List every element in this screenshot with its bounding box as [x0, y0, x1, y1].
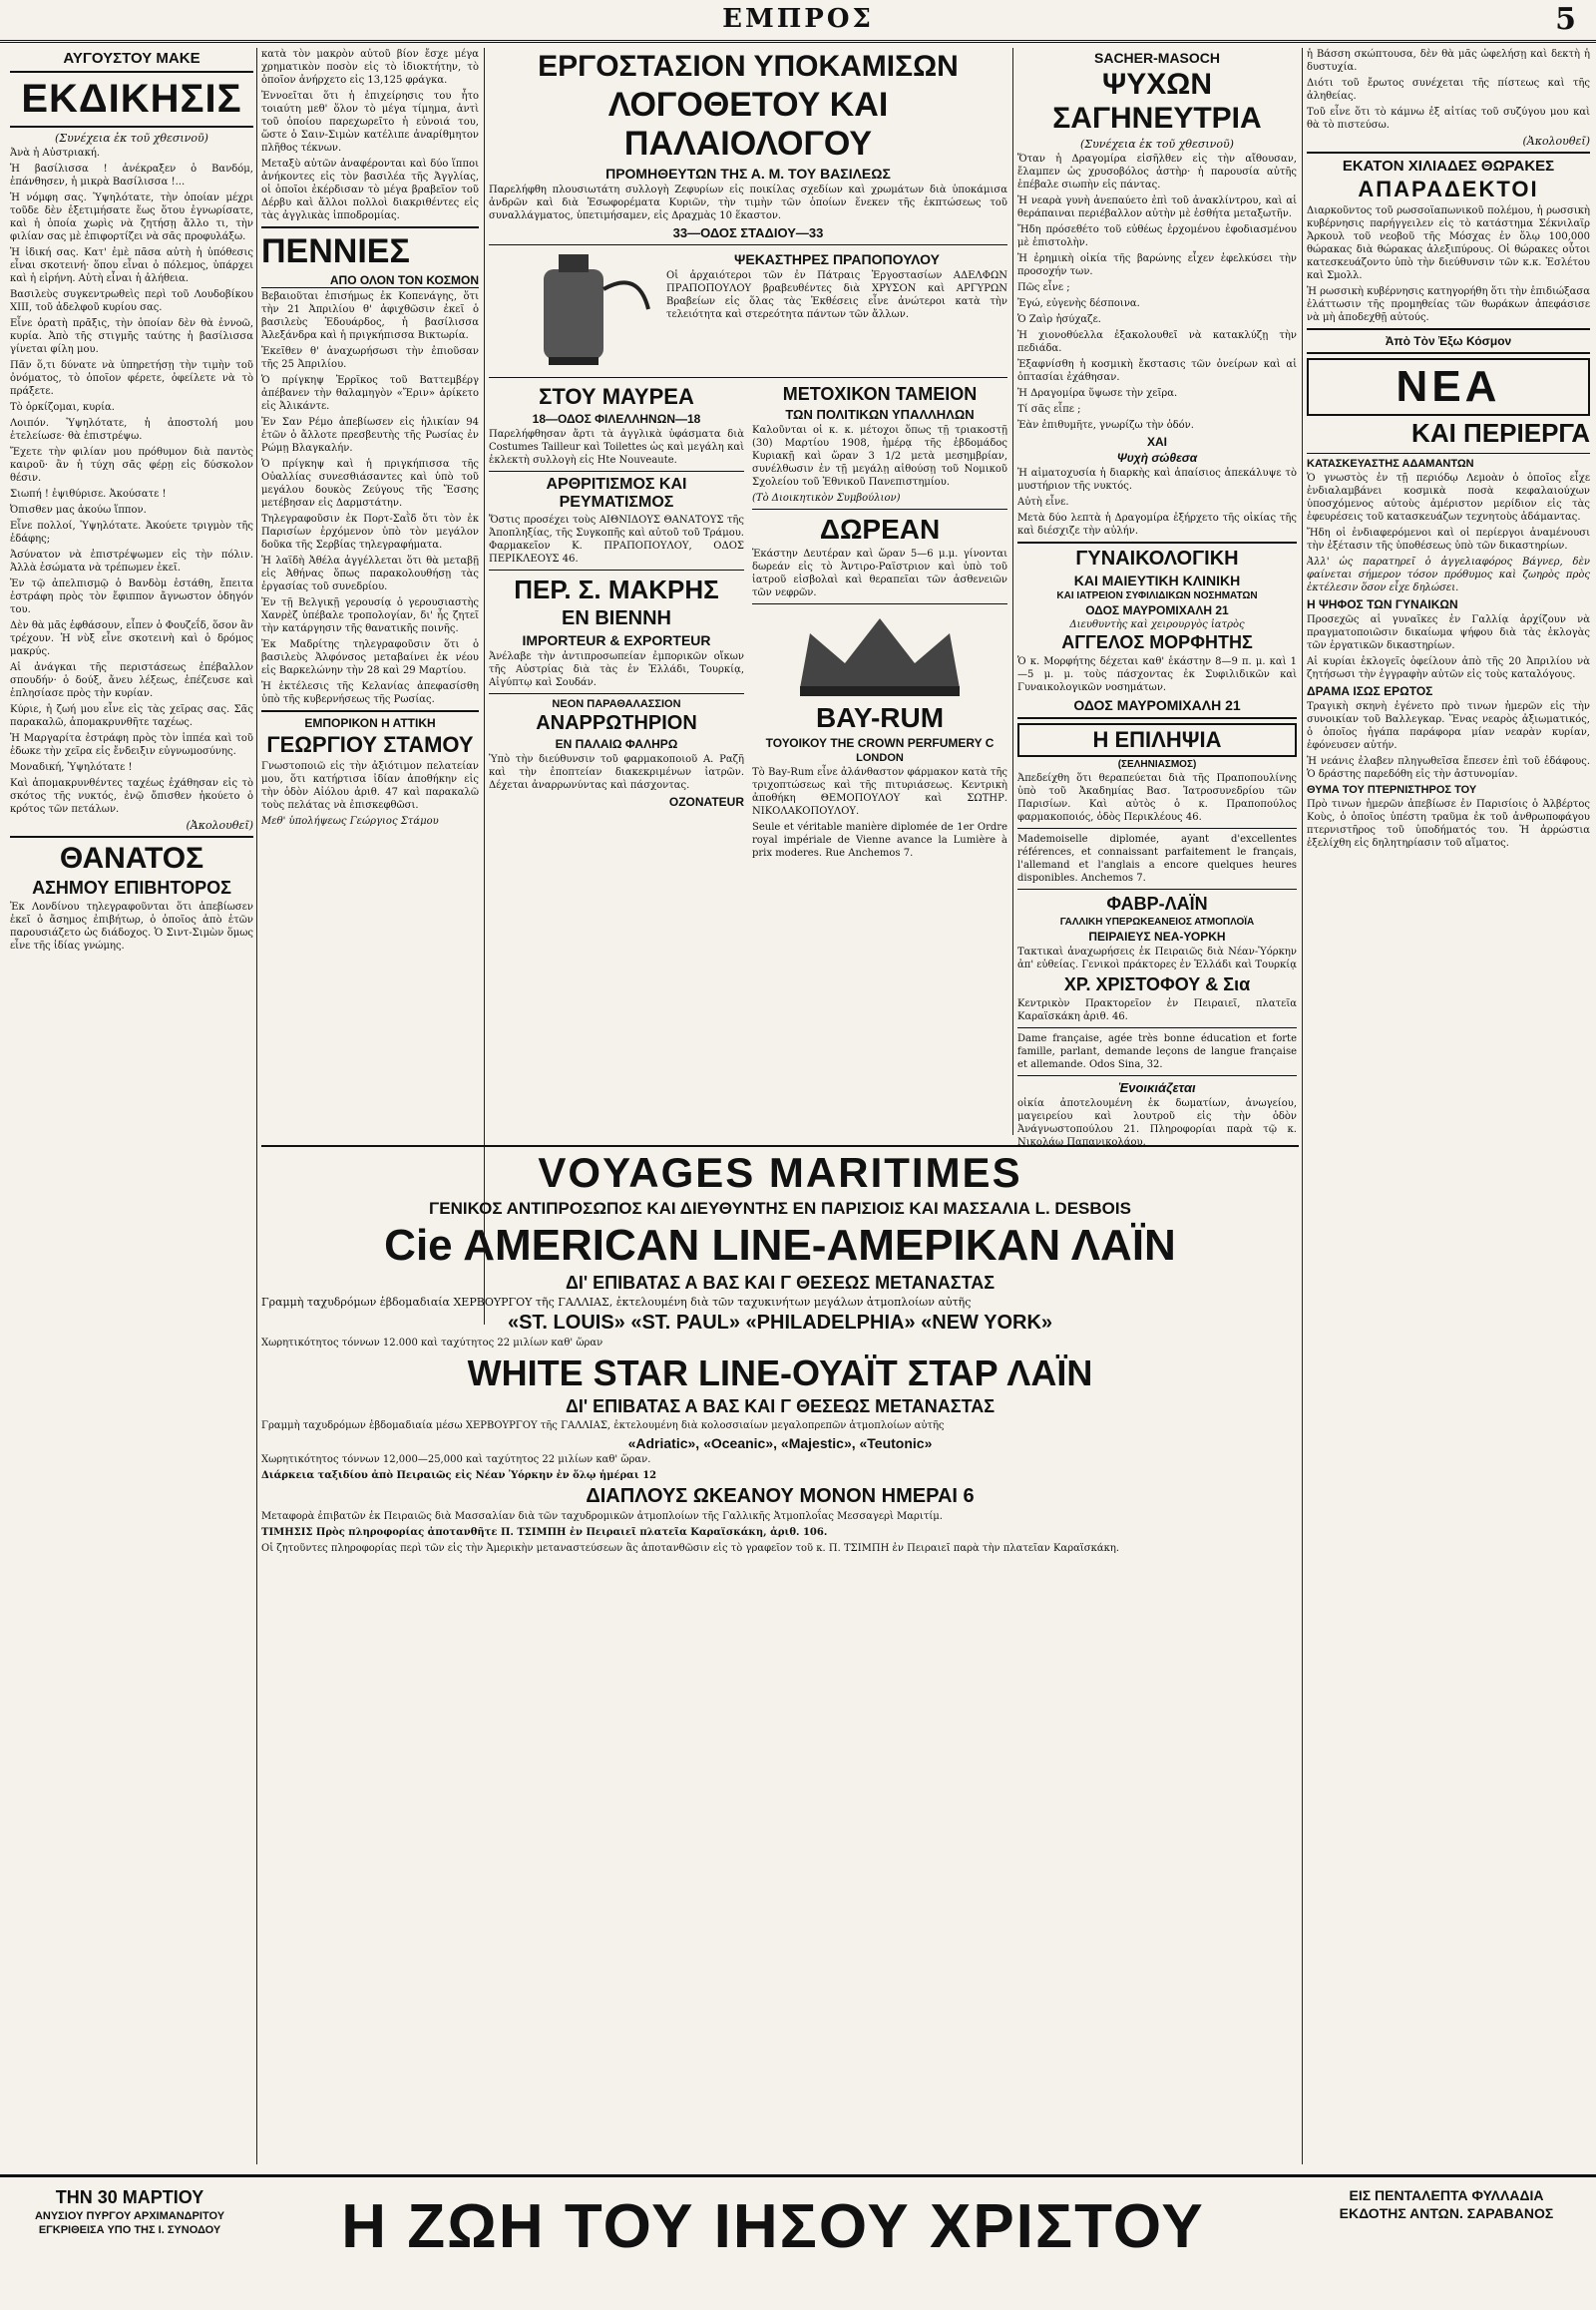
diamond-text-3: Ἀλλ' ὡς παρατηρεῖ ὁ ἀγγελιαφόρος Βάγνερ, δὲν φαίνεται σήμερον τόσον πρόθυμος καὶ ζωηρὸς πρὸς ἐκτέλεσιν ὅσον εἶχε δηλώσει. — [1307, 557, 1590, 593]
white-star-title: WHITE STAR LINE-ΟΥΑΪΤ ΣΤΑΡ ΛΑΪΝ — [467, 1352, 1093, 1393]
paragraph: Βεβαιοῦται ἐπισήμως ἐκ Κοπενάγης, ὅτι τὴν 21 Ἀπριλίου θ' ἀφιχθῶσιν ἐκεῖ ὁ βασιλεὺς Ἐδουάρδος, ἡ βασίλισσα Ἀλεξάνδρα καὶ ἡ πριγκήπισσα Βικτωρία. — [261, 291, 479, 341]
divider — [10, 126, 253, 128]
voyages-ad — [261, 1145, 1299, 1566]
shop-signature: Μεθ' ὑπολήψεως Γεώργιος Στάμου — [261, 816, 439, 827]
paragraph: Πᾶν ὅ,τι δύνατε νὰ ὑπηρετήσῃ τὴν τιμὴν τοῦ ὀνόματος, τὸ ὁποῖον φέρετε, ὀφείλετε νὰ τὸ πράξετε. — [10, 360, 253, 397]
divider — [1307, 453, 1590, 454]
world-label: Ἀπὸ Τὸν Ἐξω Κόσμον — [1385, 334, 1512, 348]
fabre-title: ΦΑΒΡ-ΛΑΪΝ — [1106, 894, 1208, 914]
pennies-subtitle: ΑΠΟ ΟΛΟΝ ΤΟΝ ΚΟΣΜΟΝ — [261, 273, 479, 288]
divider — [752, 603, 1007, 604]
continued-note: (Ἀκολουθεῖ) — [1522, 135, 1590, 148]
factory-supplier: ΠΡΟΜΗΘΕΥΤΩΝ ΤΗΣ Α. Μ. ΤΟΥ ΒΑΣΙΛΕΩΣ — [605, 166, 891, 182]
sevens-subtitle: ΑΠΑΡΑΔΕΚΤΟΙ — [1358, 177, 1539, 201]
paragraph: Ἡ ἐκτέλεσις τῆς Κελανίας ἀπεφασίσθη ὑπὸ τῆς κυβερνήσεως τῆς Ρωσίας. — [261, 681, 479, 705]
phaleron-title: ΝΕΟΝ ΠΑΡΑΘΑΛΑΣΣΙΟΝ — [552, 698, 681, 710]
fabre-agent-text: Κεντρικὸν Πρακτορεῖον ἐν Πειραιεῖ, πλατεῖα Καραϊσκάκη ἀριθ. 46. — [1017, 998, 1297, 1022]
vote-title: Η ΨΗΦΟΣ ΤΩΝ ΓΥΝΑΙΚΩΝ — [1307, 597, 1458, 611]
paragraph: Ἡ αἱματοχυσία ἡ διαρκὴς καὶ ἀπαίσιος ἀπεκάλυψε τὸ μυστήριον τῆς νυκτός. — [1017, 468, 1297, 492]
paragraph: Αἱ ἀνάγκαι τῆς περιστάσεως ἐπέβαλλον σπουδήν· ὁ δούξ, ἄνευ λέξεως, ἐπέζευσε καὶ ἐπλησίασε πρὸς τὴν κυρίαν. — [10, 662, 253, 699]
makris-trade: IMPORTEUR & EXPORTEUR — [522, 632, 711, 648]
paragraph: Καὶ ἀπομακρυνθέντες ταχέως ἐχάθησαν εἰς τὸ σκότος τῆς νυκτός, ἐνῷ ὄπισθεν ἠκούετο ὁ κρότος τῶν πετάλων. — [10, 778, 253, 815]
divider — [489, 377, 1007, 378]
page-number: 5 — [1555, 2, 1576, 37]
sacher-body-2 — [1017, 467, 1297, 538]
bayrum-maker: ΤΟΥΟΙΚΟΥ THE CROWN PERFUMERY C — [765, 736, 995, 750]
paragraph: Ἐγώ, εὐγενὴς δέσποινα. — [1017, 298, 1140, 309]
paragraph: Μεταξὺ αὐτῶν ἀναφέρονται καὶ δύο ἵπποι ἀνήκοντες εἰς τὸν βασιλέα τῆς Ἀγγλίας, οἱ ὁποῖοι ἐκέρδισαν τὸ μέγα βραβεῖον τοῦ Δέρβυ καὶ ἄλλοι πολλοὶ διακριθέντες εἰς τὰς ἀγγλικὰς ἱπποδρομίας. — [261, 159, 479, 221]
trip-duration: Διάρκεια ταξιδίου ἀπὸ Πειραιῶς εἰς Νέαν Ὑόρκην ἐν ὅλῳ ἡμέραι 12 — [261, 1470, 657, 1481]
divider — [1017, 828, 1297, 829]
story-body — [10, 147, 253, 816]
banner-format: ΕΙΣ ΠΕΝΤΑΛΕΠΤΑ ΦΥΛΛΑΔΙΑ — [1349, 2187, 1544, 2203]
white-star-text: Γραμμὴ ταχυδρόμων ἑβδομαδιαία μέσω ΧΕΡΒΟΥΡΓΟΥ τῆς ΓΑΛΛΙΑΣ, ἐκτελουμένη διὰ κολοσσιαίων μεγαλοπρεπῶν ἀτμοπλοίων αὐτῆς — [261, 1420, 945, 1431]
rent-title: Ἐνοικιάζεται — [1118, 1080, 1196, 1095]
maurea-title: ΣΤΟΥ ΜΑΥΡΕΑ — [539, 384, 694, 409]
divider — [1017, 1027, 1297, 1028]
factory-name: ΛΟΓΟΘΕΤΟΥ ΚΑΙ ΠΑΛΑΙΟΛΟΓΟΥ — [607, 86, 889, 163]
bottom-banner — [0, 2174, 1596, 2310]
dead-text: Πρὸ τινων ἡμερῶν ἀπεβίωσε ἐν Παρισίοις ὁ Ἀλβέρτος Κοὺς, ὁ ὁποῖος ὑπέστη τραῦμα ἐκ τοῦ ἀνθρωποφάγου πτερνιστῆρος τοῦ ὑποδήματός του. Ἡ ἀρρώστια ἐξελίχθη εἰς δηλητηρίασιν τοῦ αἵματος. — [1307, 799, 1590, 849]
divider — [10, 836, 253, 838]
fund-subtitle: ΤΩΝ ΠΟΛΙΤΙΚΩΝ ΥΠΑΛΛΗΛΩΝ — [785, 407, 975, 422]
death-subtitle: ΑΣΗΜΟΥ ΕΠΙΒΗΤΟΡΟΣ — [32, 878, 231, 898]
american-line-tonnage: Χωρητικότητος τόννων 12.000 καὶ ταχύτητος 22 μιλίων καθ' ὥραν — [261, 1338, 603, 1348]
factory-text: Παρελήφθη πλουσιωτάτη συλλογὴ Ζεφυρίων εἰς ποικίλας σχεδίων καὶ χρωμάτων διὰ ὑποκάμισα ἀνδρῶν καὶ διὰ Ἐσωφορέματα Κυριῶν, τὴν τιμὴν τῶν ὁποίων ἕνεκεν τῆς ἐκπτώσεως τοῦ συναλλάγματος, ὑπετιμήσαμεν, εἰς Δραχμὰς 10 ἕκαστον. — [489, 185, 1007, 221]
sevens-text-2: Ἡ ρωσσικὴ κυβέρνησις κατηγορήθη ὅτι τὴν ἐπιδιώξασα ἐλάττωσιν τῆς προμηθείας τῶν θωράκων ἀπεφάσισε νὰ μὴ ἀποδεχθῇ αὐτούς. — [1307, 286, 1590, 323]
epilepsy-text: Ἀπεδείχθη ὅτι θεραπεύεται διὰ τῆς Πραποπουλίνης ὑπὸ τοῦ Ἀκαδημίας Βασ. Ἰατροσυνεδρίου τῶν Παρισίων. Καὶ αὐτὸς ὁ κ. Πραποπούλος φαρμακοποιός, ὁδὸς Περικλέους 46. — [1017, 773, 1297, 823]
paragraph: Ἡ νόμφη σας. Ὑψηλότατε, τὴν ὁποίαν μέχρι τοῦδε δὲν ἐξετιμήσατε ἕως ὅτου ἐγνωρίσατε, καὶ ἡ ὁποία χωρὶς νὰ ζητήσῃ ἄλλο τι, τὴν φιλίαν σας μὲ ἐπιφορτίζει νὰ σᾶς προφυλάξω. — [10, 192, 253, 242]
paragraph: Τὸ ὁρκίζομαι, κυρία. — [10, 402, 115, 413]
drama-title: ΔΡΑΜΑ ΙΣΩΣ ΕΡΩΤΟΣ — [1307, 684, 1433, 698]
paragraph: Ἐν Σαν Ρέμο ἀπεβίωσεν εἰς ἡλικίαν 94 ἐτῶν ὁ ἄλλοτε πρεσβευτὴς τῆς Ρωσίας ἐν Ρώμῃ Βλαγκαλήν. — [261, 417, 479, 454]
rent-text: οἰκία ἀποτελουμένη ἐκ δωματίων, ἀνωγείου, μαγειρείου καὶ λουτροῦ εἰς τὴν ὁδὸν Ἀνάγνωστοπούλου 21. Πληροφορίαι παρὰ τῷ κ. Νικολάῳ Παπανικολάου. — [1017, 1098, 1297, 1148]
bayrum-city: LONDON — [856, 752, 904, 764]
paragraph: Δὲν θὰ μᾶς ἐφθάσουν, εἶπεν ὁ Φουζεΐδ, ὅσον ἂν τρέχουν. Ἡ νὺξ εἶνε σκοτεινὴ καὶ ὁ δρόμος μακρύς. — [10, 620, 253, 657]
sprayer-text: Οἱ ἀρχαιότεροι τῶν ἐν Πάτραις Ἐργοστασίων ΑΔΕΛΦΩΝ ΠΡΑΠΟΠΟΥΛΟΥ βραβευθέντες διὰ ΧΡΥΣΟΝ καὶ ΑΡΓΥΡΩΝ Βραβείων εἰς ὅλας τὰς Ἐκθέσεις εἶνε ἀνώτεροι κατὰ τὴν τελειότητα καὶ στερεότητα πάντων τῶν ἄλλων. — [666, 270, 1007, 320]
banner-date: ΤΗΝ 30 ΜΑΡΤΙΟΥ — [55, 2187, 204, 2207]
paragraph: ἡ Βάσση σκώπτουσα, δὲν θὰ μᾶς ὠφελήσῃ καὶ δεκτὴ ἡ δυστυχία. — [1307, 49, 1590, 73]
banner-title: Η ΖΩΗ ΤΟΥ ΙΗΣΟΥ ΧΡΙΣΤΟΥ — [341, 2192, 1205, 2261]
divider — [489, 570, 744, 571]
phaleron-place: ΕΝ ΠΑΛΑΙΩ ΦΑΛΗΡΩ — [555, 737, 678, 751]
american-line-title: Cie AMERICAN LINE-ΑΜΕΡΙΚΑΝ ΛΑΪΝ — [384, 1221, 1176, 1270]
shop-name: ΓΕΩΡΓΙΟΥ ΣΤΑΜΟΥ — [266, 732, 474, 757]
ozonateur-label: OZONATEUR — [668, 795, 744, 809]
diplome-text: Mademoiselle diplomée, ayant d'excellentes références, et connaissant parfaitement le français, l'allemand et l'anglais a encore quelques heures disponibles. Anchemos 7. — [1017, 834, 1297, 884]
prices-line: ΤΙΜΗΣΙΣ Πρὸς πληροφορίας ἀποτανθῆτε Π. ΤΣΙΜΠΗ ἐν Πειραιεῖ πλατεῖα Καραϊσκάκη, ἀριθ. 106. — [261, 1527, 828, 1538]
sacher-subsection: Ψυχὴ σώθεσα — [1116, 451, 1198, 465]
epilepsy-subtitle: (ΣΕΛΗΝΙΑΣΜΟΣ) — [1117, 759, 1197, 770]
divider — [1017, 717, 1297, 719]
news-top — [261, 48, 479, 222]
gifts-text: Ἑκάστην Δευτέραν καὶ ὥραν 5—6 μ.μ. γίνονται δωρεάν εἰς τὸ Ἀντιρο-Ραϊστριον καὶ ὑπὸ τοῦ ἰατροῦ εἰσβολαὶ καὶ θεραπεῖαι τῶν ἀσθενειῶν τῶν νεφρῶν. — [752, 549, 1007, 598]
sacher-headline: ΨΥΧΩΝ ΣΑΓΗΝΕΥΤΡΙΑ — [1052, 68, 1262, 135]
banner-approval: ΕΓΚΡΙΘΕΙΣΑ ΥΠΟ ΤΗΣ Ι. ΣΥΝΟΔΟΥ — [38, 2224, 221, 2236]
fabre-route: ΠΕΙΡΑΙΕΥΣ ΝΕΑ-ΥΟΡΚΗ — [1088, 930, 1226, 944]
paragraph: Τηλεγραφοῦσιν ἐκ Πορτ-Σαῒδ ὅτι τὸν ἐκ Παρισίων ἐρχόμενον ὑπὸ τὸν μεγάλον δοῦκα τῆς Σερβίας τηλεγραφήματα. — [261, 514, 479, 551]
divider — [10, 71, 253, 73]
gyn-title: ΓΥΝΑΙΚΟΛΟΓΙΚΗ — [1075, 548, 1239, 570]
divider — [1307, 352, 1590, 354]
paragraph: Εἶνε ὁρατὴ πρᾶξις, τὴν ὁποίαν δὲν θὰ ἐννοῶ, κυρία. Ἀπὸ τῆς στιγμῆς ταύτης ἡ βασίλισσα γίνεται φίλη μου. — [10, 318, 253, 355]
factory-address: 33—ΟΔΟΣ ΣΤΑΔΙΟΥ—33 — [672, 225, 824, 240]
paragraph: Ἡ βασίλισσα ! ἀνέκραξεν ὁ Βανδόμ, ἐπάνθησεν, ἡ μικρὰ Βασίλισσα !... — [10, 164, 253, 188]
paragraph: Ἡ ἰδική σας. Κατ' ἐμὲ πᾶσα αὐτὴ ἡ ὑπόθεσις εἶναι σκοτεινή· ὅπου εἶναι ὁ πόλεμος, ὑπάρχει καὶ ἡ εἰρήνη. Αὐτὴ εἶναι ἡ ἀλήθεια. — [10, 247, 253, 284]
marseille-text: Μεταφορὰ ἐπιβατῶν ἐκ Πειραιῶς διὰ Μασσαλίαν διὰ τῶν ταχυδρομικῶν ἀτμοπλοίων τῆς Γαλλικῆς Ἀτμοπλοΐας Μεσσαγερὶ Μαριτίμ. — [261, 1511, 943, 1522]
white-star-tonnage: Χωρητικότητος τόννων 12,000—25,000 καὶ ταχύτητος 22 μιλίων καθ' ὥραν. — [261, 1454, 651, 1465]
gifts-title: ΔΩΡΕΑΝ — [819, 514, 941, 545]
makris-title: ΠΕΡ. Σ. ΜΑΚΡΗΣ — [514, 575, 719, 604]
divider — [261, 710, 479, 712]
sacher-section: ΧΑΙ — [1146, 435, 1167, 449]
phaleron-name: ΑΝΑΡΡΩΤΗΡΙΟΝ — [536, 712, 697, 734]
paragraph: Αὐτὴ εἶνε. — [1017, 497, 1069, 508]
factory-title: ΕΡΓΟΣΤΑΣΙΟΝ ΥΠΟΚΑΜΙΣΩΝ — [538, 50, 959, 83]
diamond-title: ΚΑΤΑΣΚΕΥΑΣΤΗΣ ΑΔΑΜΑΝΤΩΝ — [1307, 458, 1474, 470]
gyn-address-2: ΟΔΟΣ ΜΑΥΡΟΜΙΧΑΛΗ 21 — [1073, 697, 1241, 713]
divider — [489, 693, 744, 694]
story-headline: ΕΚΔΙΚΗΣΙΣ — [21, 77, 242, 121]
maurea-address: 18—ΟΔΟΣ ΦΙΛΕΛΛΗΝΩΝ—18 — [532, 412, 701, 426]
ozonateur-text: Seule et véritable manière diplomée de 1er Ordre royal impériale de Vienne avance la Lumière à prix moderes. Rue Anchemos 7. — [752, 822, 1007, 859]
white-star-classes: ΔΙ' ΕΠΙΒΑΤΑΣ Α ΒΑΣ ΚΑΙ Γ ΘΕΣΕΩΣ ΜΕΤΑΝΑΣΤΑΣ — [565, 1396, 996, 1416]
paragraph: Ὅταν ἡ Δραγομίρα εἰσῆλθεν εἰς τὴν αἴθουσαν, ἔλαμπεν ὡς χρυσοβόλος ἀστὴρ· ἡ παρουσία αὐτῆς ἐπέβαλε σιωπὴν εἰς πάντας. — [1017, 154, 1297, 191]
voyages-agent-line: ΓΕΝΙΚΟΣ ΑΝΤΙΠΡΟΣΩΠΟΣ ΚΑΙ ΔΙΕΥΘΥΝΤΗΣ ΕΝ ΠΑΡΙΣΙΟΙΣ ΚΑΙ ΜΑΣΣΑΛΙΑ L. DESBOIS — [429, 1199, 1131, 1218]
dame-text: Dame française, agée très bonne éducation et forte famille, parlant, demande leçons de langue française et allemande. Odos Sina, 32. — [1017, 1033, 1297, 1070]
divider — [752, 509, 1007, 510]
vote-text: Προσεχῶς αἱ γυναῖκες ἐν Γαλλίᾳ ἀρχίζουν νὰ πραγματοποιῶσιν δικαίωμα ψήφου διὰ τὰς ἐκλογὰς τῶν ἐργατικῶν δικαστηρίων. — [1307, 614, 1590, 651]
divider — [1307, 328, 1590, 330]
masthead — [0, 0, 1596, 43]
diamond-text: Ὁ γνωστὸς ἐν τῇ περιόδῳ Λεμοὰν ὁ ὁποῖος εἶχε ἐνδιαλαμβάνει κοσμικὰ ποσὰ κεφαλαιούχων ὑποσχόμενος αὐτοὺς ἀμέριστον μερίδιον εἰς τὰς ἐφευρέσεις τοῦ κατασκευάζων τεχνητοὺς ἀδάμαντας. — [1307, 473, 1590, 523]
paragraph: Εἶνε πολλοί, Ὑψηλότατε. Ἀκούετε τριγμὸν τῆς ἐδάφης; — [10, 521, 253, 545]
paragraph: κατὰ τὸν μακρὸν αὐτοῦ βίον ἔσχε μέγα χρηματικὸν ποσὸν εἰς τὸ ἰδιοκτήτην, τὸ ὁποῖον ἀνήρχετο εἰς 13,125 φράγκα. — [261, 49, 479, 86]
paragraph: Ἐκ Μαδρίτης τηλεγραφοῦσιν ὅτι ὁ βασιλεὺς Ἀλφόνσος μεταβαίνει ἐκ νέου εἰς Βαρκελώνην τὴν 28 καὶ 29 Μαρτίου. — [261, 639, 479, 676]
fabre-agent: ΧΡ. ΧΡΙΣΤΟΦΟΥ & Σια — [1063, 974, 1251, 994]
story-end — [1307, 48, 1590, 132]
divider — [1017, 889, 1297, 890]
pennies-body — [261, 290, 479, 706]
story-subhead: (Συνέχεια ἐκ τοῦ χθεσινοῦ) — [55, 132, 208, 145]
divider — [261, 226, 479, 228]
paragraph: Ἐννοεῖται ὅτι ἡ ἐπιχείρησις του ἦτο τοιαύτη μεθ' ὅλον τὸ μέγα τίμημα, ἀντὶ τοῦ ὁποίου παρεχωρεῖτο ἡ εὐνοιά του, ὥστε ὁ Σαιν-Σιμὼν κατέλιπε ἀναρίθμητον πλῆθος τέκνων. — [261, 91, 479, 154]
paragraph: Ἤδη πρόσεθέτο τοῦ εὐθέως ἐρχομένου ἐφοδιασμένου μὲ ἐπιστολὴν. — [1017, 224, 1297, 248]
banner-publisher: ΕΚΔΟΤΗΣ ΑΝΤΩΝ. ΣΑΡΑΒΑΝΟΣ — [1339, 2205, 1554, 2221]
dead-title: ΘΥΜΑ ΤΟΥ ΠΤΕΡΝΙΣΤΗΡΟΣ ΤΟΥ — [1307, 784, 1477, 796]
nea-subtitle: ΚΑΙ ΠΕΡΙΕΡΓΑ — [1411, 418, 1590, 448]
paragraph: Ἐν τῇ Βελγικῇ γερουσίᾳ ὁ γερουσιαστὴς Χανρὲζ ὑπέβαλε τροπολογίαν, δι' ἧς ζητεῖ τὴν κατάργησιν τῆς θανατικῆς ποινῆς. — [261, 597, 479, 634]
banner-right — [1307, 2185, 1586, 2223]
paragraph: Μοναδική, Ὑψηλότατε ! — [10, 762, 133, 773]
story-kicker: ΑΥΓΟΥΣΤΟΥ ΜΑΚΕ — [63, 50, 200, 67]
sacher-body — [1017, 153, 1297, 432]
drama-text: Τραγικὴ σκηνὴ ἐγένετο πρὸ τινων ἡμερῶν εἰς τὴν συνοικίαν τοῦ Βαλλεγκαρ. Ἕνας νεαρὸς ἀξιωματικός, ὁ ὁποῖος ἠγάπα παράφορα μίαν νεαρὰν κυρίαν, ἐφόνευσεν αὐτήν. — [1307, 701, 1590, 751]
ocean-crossing: ΔΙΑΠΛΟΥΣ ΩΚΕΑΝΟΥ ΜΟΝΟΝ ΗΜΕΡΑΙ 6 — [586, 1485, 975, 1507]
paragraph: Ἀνὰ ἡ Αὐστριακή. — [10, 148, 101, 159]
fabre-text: Τακτικαὶ ἀναχωρήσεις ἐκ Πειραιῶς διὰ Νέαν-Ὑόρκην ἀπ' εὐθείας. Γενικοὶ πράκτορες ἐν Ἑλλάδι καὶ Τουρκίᾳ — [1017, 947, 1297, 970]
divider — [1307, 152, 1590, 154]
bayrum-text: Τὸ Bay-Rum εἶνε ἀλάνθαστον φάρμακον κατὰ τῆς τριχοπτώσεως καὶ τῆς πιτυριάσεως. Κεντρικὴ ἀποθήκη ΘΕΜΟΠΟΥΛΟΥ καὶ ΣΩΤΗΡ. ΝΙΚΟΛΑΚΟΠΟΥΛΟΥ. — [752, 767, 1007, 817]
sevens-title: ΕΚΑΤΟΝ ΧΙΛΙΑΔΕΣ ΘΩΡΑΚΕΣ — [1342, 158, 1555, 175]
voyages-title: VOYAGES MARITIMES — [538, 1149, 1022, 1196]
divider — [489, 244, 1007, 245]
phaleron-text: Ὑπὸ τὴν διεύθυνσιν τοῦ φαρμακοποιοῦ Α. Ραζῆ καὶ τὴν ἐποπτείαν διακεκριμένων ἰατρῶν. Δέχεται ἀναρρωνύντας καὶ πάσχοντας. — [489, 754, 744, 791]
pennies-title: ΠΕΝΝΙΕΣ — [261, 232, 410, 270]
paragraph: Ἡ χιονοθύελλα ἐξακολουθεῖ νὰ κατακλύζῃ τὴν πεδιάδα. — [1017, 330, 1297, 354]
diamond-text-2: Ἤδη οἱ ἐνδιαφερόμενοι καὶ οἱ περίεργοι ἀναμένουσι τὴν ἐξέτασιν τῆς ὑποθέσεως ὑπὸ τῶν δικαστηρίων. — [1307, 528, 1590, 552]
paragraph: Λοιπόν. Ὑψηλότατε, ἡ ἀποστολή μου ἐτελείωσε· θὰ ἐπιστρέψω. — [10, 418, 253, 442]
shop-text: Γνωστοποιῶ εἰς τὴν ἀξιότιμον πελατείαν μου, ὅτι κατήρτισα ἰδίαν ἀποθήκην εἰς τὴν ὁδὸν Αἰόλου ἀριθ. 47 καὶ παρακαλῶ τοὺς πελάτας νὰ ἐπισκεφθῶσι. — [261, 761, 479, 811]
maurea-text: Παρελήφθησαν ἄρτι τὰ ἀγγλικὰ ὑφάσματα διὰ Costumes Tailleur καὶ Toilettes ὡς καὶ μεγάλη καὶ ἐκλεκτὴ συλλογὴ εἰς Ηte Nouveaute. — [489, 429, 744, 466]
column-rule — [484, 48, 485, 1325]
column-misc-news — [1307, 48, 1590, 2164]
paragraph: Ἡ ἐρημικὴ οἰκία τῆς βαρώνης εἶχεν ἐφελκύσει τὴν προσοχήν των. — [1017, 253, 1297, 277]
paragraph: Ὁ πρίγκηψ Ἐρρῖκος τοῦ Βαττεμβέργ ἀπέβανεν τὴν θαλαμηγὸν «Ἔριν» ἀρίκετο εἰς Ἀλικάντε. — [261, 375, 479, 412]
column-news — [261, 48, 479, 1317]
column-serial-story — [10, 48, 253, 2164]
paragraph: Ὁ Ζαὶρ ἠσύχαζε. — [1017, 314, 1101, 325]
continued-note: (Ἀκολουθεῖ) — [186, 819, 253, 832]
column-rule — [256, 48, 257, 2164]
sacher-subhead: (Συνέχεια ἐκ τοῦ χθεσινοῦ) — [1080, 138, 1234, 151]
makris-text: Ἀνέλαβε τὴν ἀντιπροσωπείαν ἐμπορικῶν οἴκων τῆς Αὐστρίας διὰ τὰς ἐν Ἑλλάδι, Τουρκίᾳ, Αἰγύπτῳ καὶ Σουδάν. — [489, 651, 744, 688]
american-line-text: Γραμμὴ ταχυδρόμων ἑβδομαδιαία ΧΕΡΒΟΥΡΓΟΥ τῆς ΓΑΛΛΙΑΣ, ἐκτελουμένη διὰ τῶν ταχυκινήτων μεγάλων ἀτμοπλοίων αὐτῆς — [261, 1296, 972, 1309]
gyn-director-label: Διευθυντὴς καὶ χειρουργὸς ἰατρὸς — [1069, 619, 1245, 630]
paragraph: Ἡ νεαρὰ γυνὴ ἀνεπαύετο ἐπὶ τοῦ ἀνακλίντρου, καὶ αἱ θεράπαιναι περιέβαλλον αὐτὴν μὲ ἐσθήτα μεταξωτῆν. — [1017, 195, 1297, 219]
fund-title: ΜΕΤΟΧΙΚΟΝ ΤΑΜΕΙΟΝ — [782, 384, 978, 404]
column-rule — [1302, 48, 1303, 2164]
paragraph: Ἐὰν ἐπιθυμῆτε, γνωρίζω τὴν ὁδόν. — [1017, 420, 1194, 431]
paragraph: Ἔχετε τὴν φιλίαν μου πρόθυμον διὰ παντὸς καιροῦ· ἂν ἡ τύχη σᾶς φέρῃ εἰς δύσκολον θέσιν. — [10, 447, 253, 484]
gyn-address: ΟΔΟΣ ΜΑΥΡΟΜΙΧΑΛΗ 21 — [1085, 603, 1229, 617]
paragraph: Ὀπισθεν μας ἀκούω ἵππον. — [10, 505, 147, 516]
bayrum-title: BAY-RUM — [815, 702, 945, 733]
paragraph: Ὁ πρίγκηψ καὶ ἡ πριγκήπισσα τῆς Οὐαλλίας συνεσθιάσαντες καὶ ὑπὸ τοῦ μεγάλου δουκὸς Ζεύγους τῆς Ἔσσης μετέβησαν εἰς Δαρμστάτην. — [261, 459, 479, 509]
paragraph: Κύριε, ἡ ζωή μου εἶνε εἰς τὰς χεῖρας σας. Σᾶς παρακαλῶ, ἀπομακρυνθῆτε ταχέως. — [10, 704, 253, 728]
paragraph: Βασιλεὺς συγκεντρωθεὶς περὶ τοῦ Λουδοβίκου ΧΙΙΙ, τοῦ ἀδελφοῦ κυρίου σας. — [10, 289, 253, 313]
death-text: Ἐκ Λονδίνου τηλεγραφοῦνται ὅτι ἀπεβίωσεν ἐκεῖ ὁ ἄσημος ἐπιβήτωρ, ὁ ὁποῖος ἀπὸ ἐτῶν παρουσιάζετο ὡς διάδοχος. Ὁ Σιντ-Σιμὼν ὅμως εἶνε τῆς ἰδίας γνώμης. — [10, 902, 253, 952]
paragraph: Τοῦ εἶνε ὅτι τὸ κάμνω ἐξ αἰτίας τοῦ συζύγου μου καὶ θὰ τὸ πιστεύσω. — [1307, 107, 1590, 131]
american-line-ships: «ST. LOUIS» «ST. PAUL» «PHILADELPHIA» «NEW YORK» — [507, 1312, 1053, 1334]
sevens-text: Διαρκοῦντος τοῦ ρωσσοϊαπωνικοῦ πολέμου, ἡ ρωσσικὴ κυβέρνησις παρήγγειλεν εἰς τὸ κατάστημα Σέκνιλαϊρ Ἀρκουλ τοῦ νεοβοῦ τῆς Μόσχας ἐν ὅλῳ 100,000 θώρακας διὰ θώρακας ἀλεξιπύρους. Οἱ θώρακες οὗτοι κατεσκευάζοντο ὑπὸ τὴν διεύθυνσιν τῶν κ.κ. Ἐσλέτου καὶ Σμολλ. — [1307, 205, 1590, 281]
divider — [1017, 542, 1297, 544]
sprayer-illustration — [489, 249, 658, 373]
paragraph: Ἐν τῷ ἀπελπισμῷ ὁ Βανδὸμ ἐστάθη, ἔπειτα ἐστράφη πρὸς τὸν ἔφιππον ἄγνωστον ὁδηγόν του. — [10, 578, 253, 615]
shop-title: ΕΜΠΟΡΙΚΟΝ Η ΑΤΤΙΚΗ — [304, 716, 436, 730]
newspaper-title: ΕΜΠΡΟΣ — [722, 4, 874, 34]
banner-author: ΑΝΥΣΙΟΥ ΠΥΡΓΟΥ ΑΡΧΙΜΑΝΔΡΙΤΟΥ — [34, 2210, 225, 2222]
white-star-ships: «Adriatic», «Oceanic», «Majestic», «Teutonic» — [627, 1435, 933, 1451]
paragraph: Ἐξαφνίσθη ἡ κοσμικὴ ἔκστασις τῶν ὀνείρων καὶ αἱ ὁπτασίαι ἐχάθησαν. — [1017, 359, 1297, 383]
drama-text-2: Ἡ νεάνις ἐλαβεν πληγωθεῖσα ἔπεσεν ἐπὶ τοῦ ἐδάφους. Ὁ δράστης παρεδόθη εἰς τὴν ἀστυνομίαν. — [1307, 756, 1590, 780]
fund-text: Καλοῦνται οἱ κ. κ. μέτοχοι ὅπως τῇ τριακοστῇ (30) Μαρτίου 1908, ἡμέρᾳ τῆς ἑβδομάδος Κυριακῇ καὶ ὥραν 3 1/2 μετὰ μεσημβρίαν, συνέλθωσιν ἐν τῇ μεγάλῃ αἰθούσῃ τοῦ Νομικοῦ Σχολείου τοῦ Ἐθνικοῦ Πανεπιστημίου. — [752, 425, 1007, 488]
vote-text-2: Αἱ κυρίαι ἐκλογεῖς ὀφείλουν ἀπὸ τῆς 20 Ἀπριλίου νὰ ζητήσωσι τὴν ἐγγραφὴν αὐτῶν εἰς τοὺς καταλόγους. — [1307, 656, 1590, 680]
paragraph: Ἡ λαϊδὴ Ἀθέλα ἀγγέλλεται ὅτι θὰ μεταβῇ εἰς Ἀθήνας ὅπως παρακολουθήσῃ τὰς ἐργασίας τοῦ συνεδρίου. — [261, 556, 479, 592]
gyn-subtitle: ΚΑΙ ΜΑΙΕΥΤΙΚΗ ΚΛΙΝΙΚΗ — [1073, 573, 1241, 588]
nea-title: ΝΕΑ — [1307, 358, 1590, 416]
paragraph: Ἀσύνατον νὰ ἐπιστρέψωμεν εἰς τὴν πόλιν. Ἀλλὰ ἐσώματα νὰ τρέπωμεν ἐκεῖ. — [10, 550, 253, 574]
gyn-director: ΑΓΓΕΛΟΣ ΜΟΡΦΗΤΗΣ — [1061, 632, 1253, 652]
paragraph: Ἐκεῖθεν θ' ἀναχωρήσωσι τὴν ἐπιοῦσαν τῆς 25 Ἀπριλίου. — [261, 346, 479, 370]
divider — [489, 471, 744, 472]
arthritis-text: Ὅστις προσέχει τοὺς ΑΙΘΝΙΔΟΥΣ ΘΑΝΑΤΟΥΣ τῆς Ἀποπληξίας, τῆς Συγκοπῆς καὶ αὐτοῦ τοῦ Τράμου. Φαρμακεῖον Κ. ΠΡΑΠΟΠΟΥΛΟΥ, ΟΔΟΣ ΠΕΡΙΚΛΕΟΥΣ 46. — [489, 515, 744, 565]
gyn-line: ΚΑΙ ΙΑΤΡΕΙΟΝ ΣΥΦΙΛΙΔΙΚΩΝ ΝΟΣΗΜΑΤΩΝ — [1056, 590, 1258, 601]
paragraph: Σιωπή ! ἐψιθύρισε. Ἀκούσατε ! — [10, 489, 167, 500]
voyages-footer: Οἱ ζητοῦντες πληροφορίας περὶ τῶν εἰς τὴν Ἀμερικὴν μεταναστεύσεων ἃς ἀποτανθῶσιν εἰς τὸ γραφεῖον τοῦ κ. Π. ΤΣΙΜΠΗ ἐν Πειραιεῖ παρὰ τὴν πλατεῖαν Καραϊσκάκη. — [261, 1543, 1120, 1554]
column-rule — [1012, 48, 1013, 1135]
epilepsy-title: Η ΕΠΙΛΗΨΙΑ — [1017, 723, 1297, 757]
makris-city: ΕΝ ΒΙΕΝΝΗ — [561, 607, 671, 629]
death-title: ΘΑΝΑΤΟΣ — [59, 842, 204, 875]
sprayer-icon — [489, 249, 658, 369]
sacher-title: SACHER-MASOCH — [1094, 50, 1220, 66]
paragraph: Τί σᾶς εἶπε ; — [1017, 404, 1081, 415]
sprayer-title: ΨΕΚΑΣΤΗΡΕΣ ΠΡΑΠΟΠΟΥΛΟΥ — [734, 251, 940, 267]
paragraph: Πῶς εἶνε ; — [1017, 282, 1070, 293]
fabre-subtitle: ΓΑΛΛΙΚΗ ΥΠΕΡΩΚΕΑΝΕΙΟΣ ΑΤΜΟΠΛΟΪΑ — [1059, 917, 1255, 928]
paragraph: Διότι τοῦ ἔρωτος συνέχεται τῆς πίστεως καὶ τῆς ἀληθείας. — [1307, 78, 1590, 102]
column-ads — [489, 48, 1007, 1135]
fund-signature: (Τὸ Διοικητικὸν Συμβούλιον) — [752, 493, 901, 504]
paragraph: Ἡ Δραγομίρα ὕψωσε τὴν χεῖρα. — [1017, 388, 1178, 399]
arthritis-title: ΑΡΘΡΙΤΙΣΜΟΣ ΚΑΙ ΡΕΥΜΑΤΙΣΜΟΣ — [546, 476, 687, 511]
divider — [1017, 1075, 1297, 1076]
banner-left — [10, 2185, 249, 2238]
crown-icon — [780, 608, 980, 698]
gyn-text: Ὁ κ. Μορφήτης δέχεται καθ' ἑκάστην 8—9 π. μ. καὶ 1—5 μ. μ. τοὺς πάσχοντας ἐκ Συφιλιδικῶν καὶ Γυναικολογικῶν νοσημάτων. — [1017, 656, 1297, 693]
paragraph: Ἡ Μαργαρίτα ἐστράφη πρὸς τὸν ἱππέα καὶ τοῦ ἐδωκε τὴν χεῖρα εἰς ἔνδειξιν εὐγνωμοσύνης. — [10, 733, 253, 757]
paragraph: Μετὰ δύο λεπτὰ ἡ Δραγομίρα ἐξήρχετο τῆς οἰκίας τῆς καὶ διέσχιζε τὴν αὐλήν. — [1017, 513, 1297, 537]
american-line-classes: ΔΙ' ΕΠΙΒΑΤΑΣ Α ΒΑΣ ΚΑΙ Γ ΘΕΣΕΩΣ ΜΕΤΑΝΑΣΤΑΣ — [565, 1273, 996, 1293]
